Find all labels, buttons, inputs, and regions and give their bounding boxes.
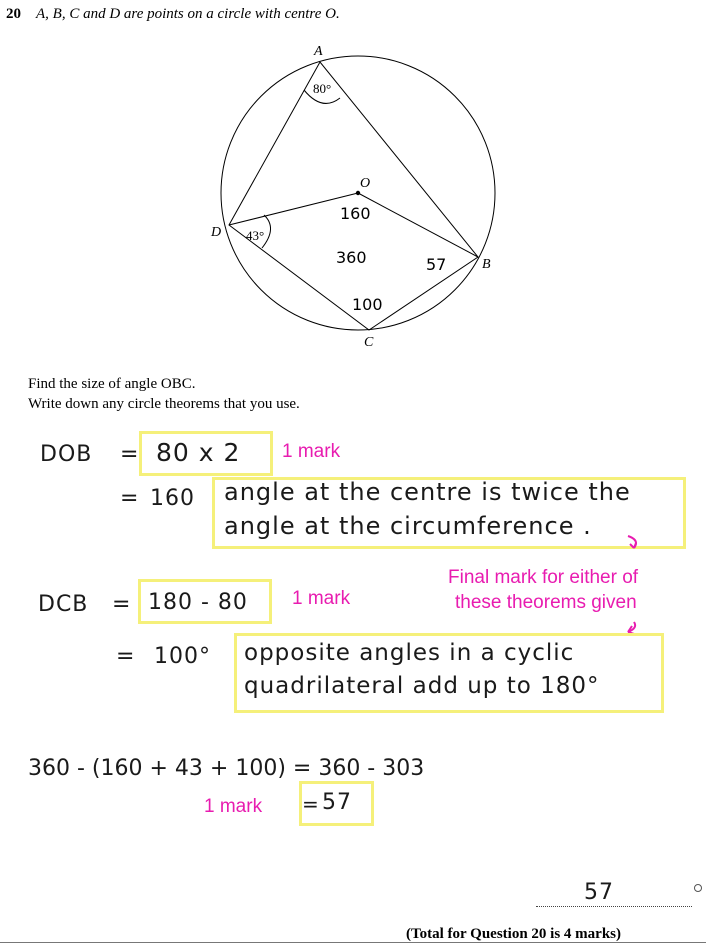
bottom-rule (0, 942, 706, 943)
theorem-2-line-2: quadrilateral add up to 180° (244, 673, 600, 699)
working-eq-3: = (112, 592, 132, 617)
instruction-1: Find the size of angle OBC. (28, 376, 196, 392)
label-a: A (314, 44, 323, 59)
line-od (229, 193, 358, 225)
working-eq-4: = (116, 644, 136, 669)
degree-symbol (694, 884, 702, 892)
working-value-160: 160 (150, 486, 195, 511)
note-360: 360 (336, 248, 367, 267)
answer-line (536, 906, 692, 907)
working-eq-2: = (120, 486, 140, 511)
final-mark-note-1: Final mark for either of (448, 567, 639, 588)
working-value-100: 100° (154, 644, 211, 669)
circle-diagram (0, 0, 706, 360)
theorem-1-line-2: angle at the circumference . (224, 512, 592, 540)
arrow-up-head-icon (630, 543, 636, 548)
working-dcb-label: DCB (38, 592, 89, 617)
label-o: O (360, 176, 371, 191)
mark-label-3: 1 mark (204, 796, 263, 817)
mark-label-1: 1 mark (282, 441, 341, 462)
theorem-2-line-1: opposite angles in a cyclic (244, 640, 575, 666)
working-eq-1: = (120, 442, 140, 467)
answer-value: 57 (584, 880, 614, 905)
note-57: 57 (426, 255, 447, 274)
theorem-1-line-1: angle at the centre is twice the (224, 478, 631, 506)
working-line-5: 360 - (160 + 43 + 100) = 360 - 303 (28, 756, 425, 781)
working-dob-label: DOB (40, 442, 93, 467)
question-number: 20 (6, 6, 21, 22)
centre-point (356, 191, 360, 195)
angle-d-value: 43° (246, 228, 265, 243)
working-expr-3: 180 - 80 (148, 590, 248, 615)
angle-a-value: 80° (313, 81, 332, 96)
working-expr-1: 80 x 2 (156, 438, 241, 467)
final-mark-note-2: these theorems given (455, 592, 637, 613)
line-ob (358, 193, 478, 257)
label-d: D (211, 225, 222, 240)
note-100: 100 (352, 295, 383, 314)
note-160: 160 (340, 204, 371, 223)
total-marks: (Total for Question 20 is 4 marks) (406, 926, 622, 942)
instruction-2: Write down any circle theorems that you use. (28, 396, 300, 412)
quadrilateral-abcd (229, 62, 478, 330)
mark-label-2: 1 mark (292, 588, 351, 609)
working-eq-6: = (302, 792, 320, 816)
label-b: B (482, 257, 491, 272)
working-value-57: 57 (322, 790, 352, 815)
label-c: C (364, 335, 374, 350)
question-stem-text: A, B, C and D are points on a circle with centre O. (36, 6, 340, 22)
